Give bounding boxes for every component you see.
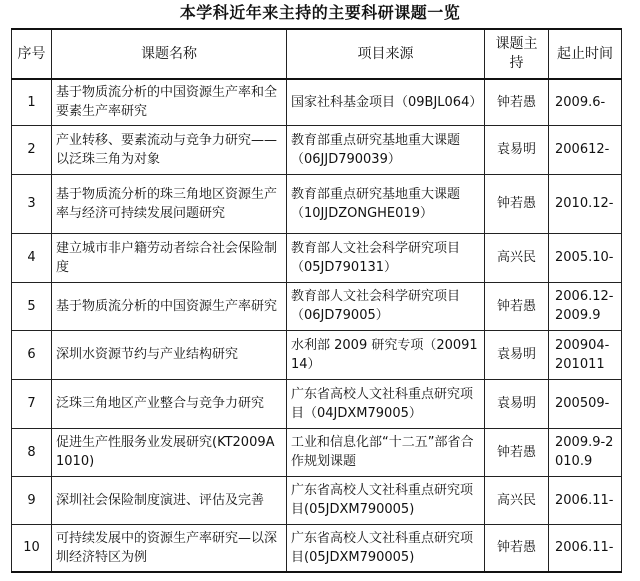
cell-time: 200509-: [549, 379, 622, 428]
cell-no: 1: [12, 79, 52, 125]
cell-name: 泛珠三角地区产业整合与竞争力研究: [52, 379, 287, 428]
header-no: 序号: [12, 29, 52, 79]
cell-time: 2010.12-: [549, 174, 622, 233]
cell-source: 教育部人文社会科学研究项目（06JD79005）: [287, 282, 485, 330]
cell-source: 国家社科基金项目（09BJL064）: [287, 79, 485, 125]
cell-no: 5: [12, 282, 52, 330]
cell-time: 200904-201011: [549, 330, 622, 379]
cell-source: 广东省高校人文社科重点研究项目（04JDXM79005）: [287, 379, 485, 428]
cell-no: 9: [12, 476, 52, 524]
cell-source: 教育部重点研究基地重大课题（10JJDZONGHE019）: [287, 174, 485, 233]
cell-host: 钟若愚: [485, 524, 549, 572]
cell-time: 2006.11-: [549, 476, 622, 524]
cell-no: 7: [12, 379, 52, 428]
cell-time: 2009.9-2010.9: [549, 428, 622, 476]
cell-source: 工业和信息化部“十二五”部省合作规划课题: [287, 428, 485, 476]
cell-no: 4: [12, 233, 52, 282]
cell-no: 8: [12, 428, 52, 476]
cell-no: 6: [12, 330, 52, 379]
cell-time: 2005.10-: [549, 233, 622, 282]
cell-host: 袁易明: [485, 379, 549, 428]
table-header: [12, 29, 622, 79]
cell-time: 2006.12-2009.9: [549, 282, 622, 330]
header-row: [12, 29, 622, 79]
cell-name: 深圳社会保险制度演进、评估及完善: [52, 476, 287, 524]
table-body: [12, 79, 622, 572]
table-row: [12, 233, 622, 282]
table-row: [12, 125, 622, 174]
table-row: [12, 476, 622, 524]
cell-host: 钟若愚: [485, 428, 549, 476]
cell-no: 3: [12, 174, 52, 233]
cell-name: 基于物质流分析的中国资源生产率和全要素生产率研究: [52, 79, 287, 125]
table-row: [12, 174, 622, 233]
cell-source: 教育部重点研究基地重大课题（06JJD790039）: [287, 125, 485, 174]
cell-host: 高兴民: [485, 476, 549, 524]
cell-time: 2006.11-: [549, 524, 622, 572]
cell-time: 2009.6-: [549, 79, 622, 125]
cell-time: 200612-: [549, 125, 622, 174]
table-row: [12, 428, 622, 476]
cell-source: 广东省高校人文社科重点研究项目(05JDXM790005): [287, 476, 485, 524]
cell-name: 促进生产性服务业发展研究(KT2009A1010): [52, 428, 287, 476]
cell-host: 钟若愚: [485, 174, 549, 233]
cell-name: 基于物质流分析的珠三角地区资源生产率与经济可持续发展问题研究: [52, 174, 287, 233]
cell-host: 高兴民: [485, 233, 549, 282]
table-row: [12, 79, 622, 125]
cell-source: 水利部 2009 研究专项（2009114）: [287, 330, 485, 379]
research-projects-table: [11, 28, 622, 573]
header-time: 起止时间: [549, 29, 622, 79]
table-row: [12, 379, 622, 428]
cell-name: 产业转移、要素流动与竞争力研究——以泛珠三角为对象: [52, 125, 287, 174]
cell-no: 10: [12, 524, 52, 572]
cell-host: 袁易明: [485, 330, 549, 379]
header-host: 课题主持: [485, 29, 549, 79]
cell-host: 钟若愚: [485, 282, 549, 330]
cell-name: 可持续发展中的资源生产率研究—以深圳经济特区为例: [52, 524, 287, 572]
cell-host: 钟若愚: [485, 79, 549, 125]
header-source: 项目来源: [287, 29, 485, 79]
cell-source: 广东省高校人文社科重点研究项目(05JDXM790005): [287, 524, 485, 572]
cell-name: 基于物质流分析的中国资源生产率研究: [52, 282, 287, 330]
header-name: 课题名称: [52, 29, 287, 79]
cell-name: 深圳水资源节约与产业结构研究: [52, 330, 287, 379]
table-row: [12, 330, 622, 379]
cell-source: 教育部人文社会科学研究项目（05JD790131）: [287, 233, 485, 282]
table-title: 本学科近年来主持的主要科研课题一览: [179, 3, 461, 22]
cell-name: 建立城市非户籍劳动者综合社会保险制度: [52, 233, 287, 282]
cell-no: 2: [12, 125, 52, 174]
table-row: [12, 524, 622, 572]
table-row: [12, 282, 622, 330]
cell-host: 袁易明: [485, 125, 549, 174]
